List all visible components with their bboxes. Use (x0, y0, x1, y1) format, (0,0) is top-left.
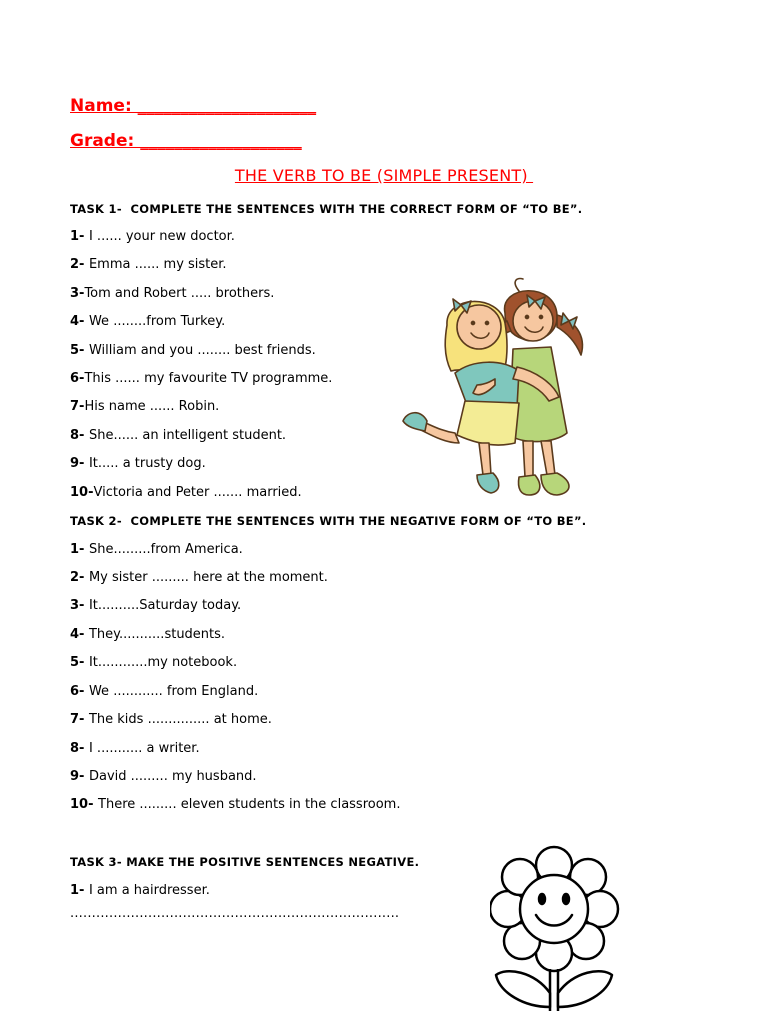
item-text: Victoria and Peter ....... married. (93, 485, 302, 500)
item-number: 3- (70, 286, 85, 301)
worksheet-title: THE VERB TO BE (SIMPLE PRESENT) (234, 166, 534, 185)
item-number: 2- (70, 570, 89, 585)
item-number: 7- (70, 712, 89, 727)
task1-heading: TASK 1- COMPLETE THE SENTENCES WITH THE CORRECT FORM OF “TO BE”. (70, 202, 583, 216)
task1-item (70, 257, 227, 272)
task2-item (70, 769, 257, 784)
task3-heading: TASK 3- MAKE THE POSITIVE SENTENCES NEGATIVE. (70, 855, 420, 869)
task2-item (70, 627, 225, 642)
item-text: It..........Saturday today. (88, 598, 242, 613)
item-text: It..... a trusty dog. (88, 456, 206, 471)
item-number: 5- (70, 655, 89, 670)
item-number: 8- (70, 741, 89, 756)
task1-item (70, 286, 274, 301)
item-number: 7- (70, 399, 85, 414)
item-text: There ......... eleven students in the classroom. (98, 797, 401, 812)
item-text: William and you ........ best friends. (88, 343, 316, 358)
item-text: I ........... a writer. (88, 741, 200, 756)
item-number: 9- (70, 456, 89, 471)
name-field-label: Name: _____________________ (70, 96, 317, 116)
task2-item (70, 741, 200, 756)
task2-item (70, 712, 272, 727)
hugging-girls-illustration (395, 275, 600, 507)
grade-field-label: Grade: ___________________ (70, 131, 302, 151)
task1-item (70, 314, 225, 329)
item-text: She.........from America. (88, 542, 243, 557)
smiling-flower-illustration (490, 843, 630, 1013)
item-number: 10- (70, 797, 99, 812)
item-text: They...........students. (88, 627, 226, 642)
task2-item (70, 797, 400, 812)
item-text: The kids ............... at home. (88, 712, 272, 727)
item-text: His name ...... Robin. (84, 399, 220, 414)
item-number: 1- (70, 229, 89, 244)
item-text: This ...... my favourite TV programme. (84, 371, 333, 386)
item-number: 1- (70, 542, 89, 557)
item-text: Emma ...... my sister. (88, 257, 227, 272)
item-text: My sister ......... here at the moment. (88, 570, 328, 585)
item-text: She...... an intelligent student. (88, 428, 287, 443)
task2-item (70, 542, 243, 557)
item-text: David ......... my husband. (88, 769, 257, 784)
task1-item (70, 399, 219, 414)
item-number: 6- (70, 684, 89, 699)
task2-item (70, 598, 241, 613)
task2-item (70, 684, 258, 699)
item-number: 10- (70, 485, 94, 500)
task2-item (70, 655, 237, 670)
item-number: 2- (70, 257, 89, 272)
task1-item (70, 456, 206, 471)
task2-item (70, 570, 328, 585)
task1-item (70, 485, 302, 500)
task1-item (70, 229, 235, 244)
item-number: 9- (70, 769, 89, 784)
item-number: 3- (70, 598, 89, 613)
task1-item (70, 371, 332, 386)
task2-heading: TASK 2- COMPLETE THE SENTENCES WITH THE NEGATIVE FORM OF “TO BE”. (70, 514, 587, 528)
item-number: 8- (70, 428, 89, 443)
item-number: 4- (70, 627, 89, 642)
item-number: 5- (70, 343, 89, 358)
task1-item (70, 343, 316, 358)
item-text: I am a hairdresser. (88, 883, 210, 898)
task1-item (70, 428, 286, 443)
item-text: Tom and Robert ..... brothers. (84, 286, 275, 301)
item-text: I ...... your new doctor. (88, 229, 235, 244)
item-number: 1- (70, 883, 89, 898)
item-text: We ............ from England. (88, 684, 259, 699)
item-text: It............my notebook. (88, 655, 238, 670)
item-text: We ........from Turkey. (88, 314, 226, 329)
task3-item (70, 883, 210, 898)
item-number: 4- (70, 314, 89, 329)
item-number: 6- (70, 371, 85, 386)
answer-line: ............................................................................ (70, 906, 400, 921)
